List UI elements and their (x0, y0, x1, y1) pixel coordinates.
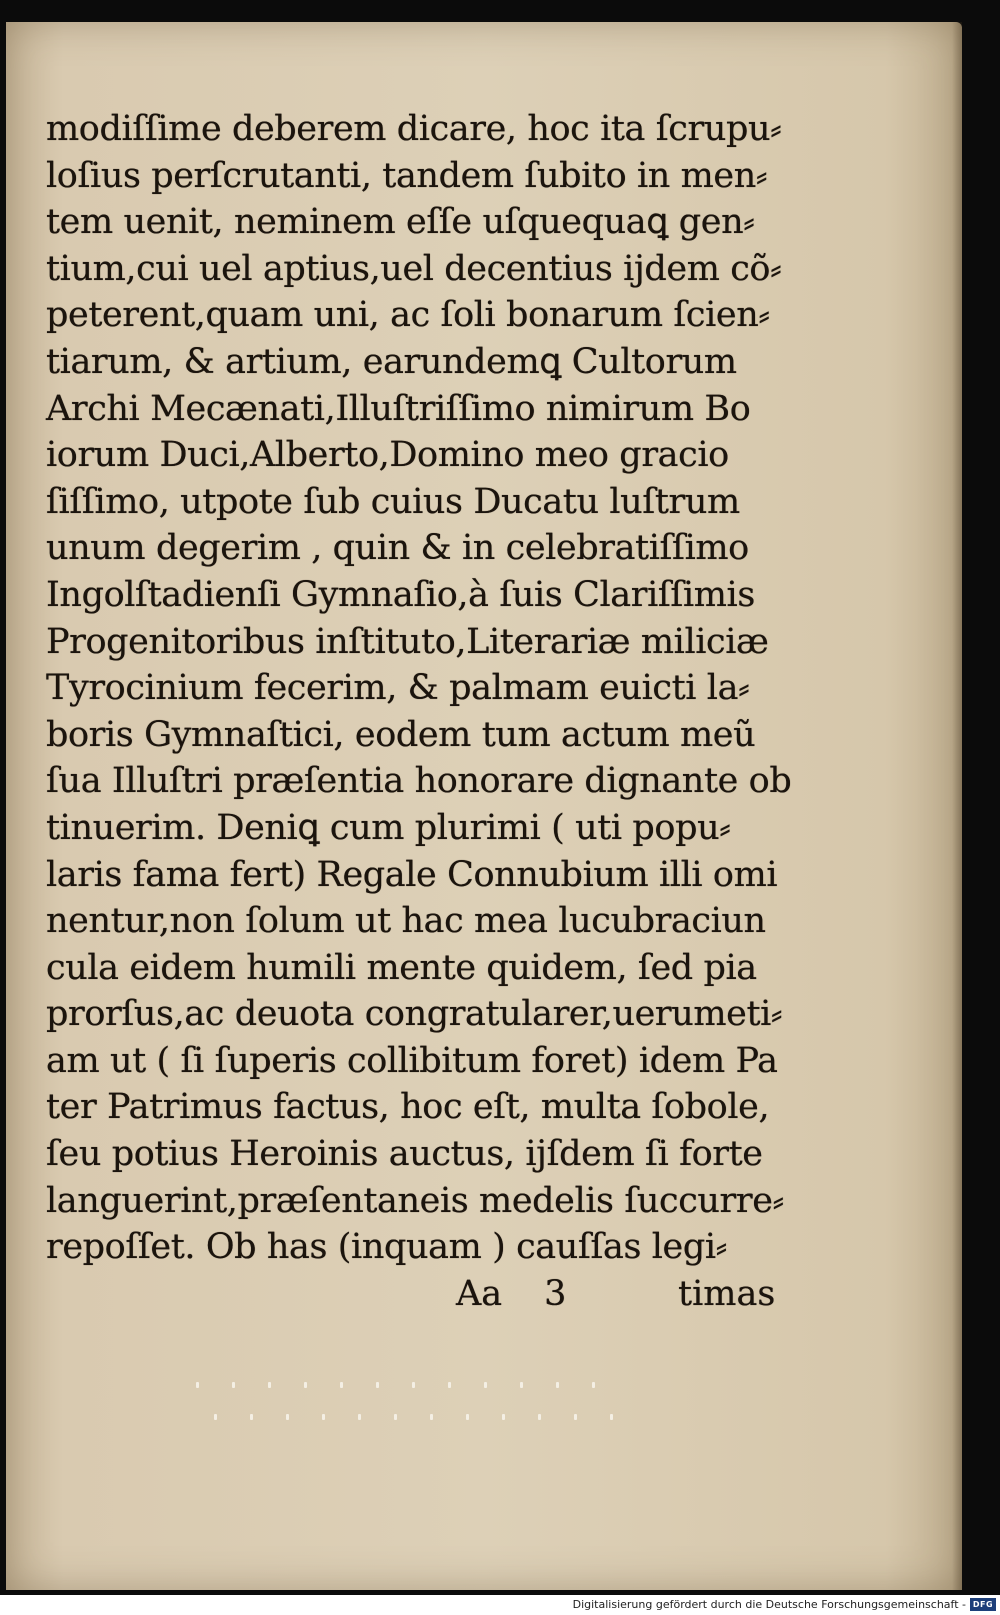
page-text-block (46, 106, 792, 1271)
sewing-hole (340, 1382, 343, 1388)
sewing-hole (232, 1382, 235, 1388)
dfg-logo: DFG (970, 1598, 996, 1611)
text-line: am ut ( ſi ſuperis collibitum foret) idem Pa (46, 1040, 778, 1081)
text-line: modiſſime deberem dicare, hoc ita ſcrupu⸗ (46, 109, 782, 149)
text-line: tinuerim. Deniꝗ cum plurimi ( uti popu⸗ (46, 807, 731, 848)
sewing-hole (358, 1414, 361, 1420)
catchword-line (6, 1274, 786, 1320)
text-line: languerint,præſentaneis medelis ſuccurre⸗ (46, 1180, 784, 1221)
sewing-hole (556, 1382, 559, 1388)
text-line: iorum Duci,Alberto,Domino meo gracio (46, 435, 729, 476)
sewing-hole (376, 1382, 379, 1388)
sewing-hole (484, 1382, 487, 1388)
sewing-hole (574, 1414, 577, 1420)
signature-mark (456, 1274, 608, 1314)
sewing-hole (214, 1414, 217, 1420)
sewing-hole (196, 1382, 199, 1388)
text-line: Ingolſtadienſi Gymnaſio,à ſuis Clariſſimis (46, 574, 755, 615)
sewing-hole (304, 1382, 307, 1388)
text-line: unum degerim , quin & in celebratiſſimo (46, 528, 749, 569)
sewing-hole (502, 1414, 505, 1420)
sewing-hole (538, 1414, 541, 1420)
page-edge-shadow (952, 22, 962, 1590)
sewing-hole (430, 1414, 433, 1420)
text-line: prorſus,ac deuota congratularer,uerumeti⸗ (46, 994, 783, 1035)
sewing-hole (610, 1414, 613, 1420)
sewing-hole (268, 1382, 271, 1388)
book-page (6, 22, 962, 1590)
sewing-hole (412, 1382, 415, 1388)
text-line: ter Patrimus factus, hoc eſt, multa ſobole, (46, 1087, 770, 1128)
text-line: ſua Illuſtri præſentia honorare dignante ob (46, 761, 792, 802)
sewing-hole (250, 1414, 253, 1420)
footer-bar (0, 1595, 1000, 1615)
sewing-hole (394, 1414, 397, 1420)
text-line: loſius perſcrutanti, tandem ſubito in men⸗ (46, 155, 768, 196)
sewing-hole (466, 1414, 469, 1420)
catchword: timas (678, 1274, 776, 1314)
text-line: Archi Mecænati,Illuſtriſſimo nimirum Bo (46, 388, 751, 429)
sewing-hole (322, 1414, 325, 1420)
text-line: tium,cui uel aptius,uel decentius ijdem cõ⸗ (46, 248, 782, 289)
text-line: Progenitoribus inſtituto,Literariæ miliciæ (46, 621, 769, 662)
text-line: tiarum, & artium, earundemꝗ Cultorum (46, 341, 737, 382)
signature-letters: Aa (456, 1274, 503, 1314)
sewing-hole (286, 1414, 289, 1420)
text-line: cula eidem humili mente quidem, ſed pia (46, 947, 757, 988)
text-line: ſiſſimo, utpote ſub cuius Ducatu luſtrum (46, 481, 740, 522)
text-line: laris fama fert) Regale Connubium illi omi (46, 854, 778, 895)
signature-number: 3 (544, 1274, 567, 1314)
text-line: boris Gymnaſtici, eodem tum actum meũ (46, 714, 756, 755)
sewing-hole (448, 1382, 451, 1388)
text-line: repoſſet. Ob has (inquam ) cauſſas legi⸗ (46, 1227, 727, 1268)
text-line: tem uenit, neminem eſſe uſquequaꝗ gen⸗ (46, 202, 755, 243)
text-line: peterent,quam uni, ac ſoli bonarum ſcien⸗ (46, 295, 770, 336)
footer-credit: Digitalisierung gefördert durch die Deutsche Forschungsgemeinschaft - (572, 1598, 966, 1611)
sewing-holes (196, 1382, 636, 1442)
sewing-hole (592, 1382, 595, 1388)
sewing-hole (520, 1382, 523, 1388)
text-line: Tyrocinium fecerim, & palmam euicti la⸗ (46, 668, 750, 709)
text-line: ſeu potius Heroinis auctus, ijſdem ſi forte (46, 1134, 763, 1175)
text-line: nentur,non ſolum ut hac mea lucubraciun (46, 901, 766, 942)
